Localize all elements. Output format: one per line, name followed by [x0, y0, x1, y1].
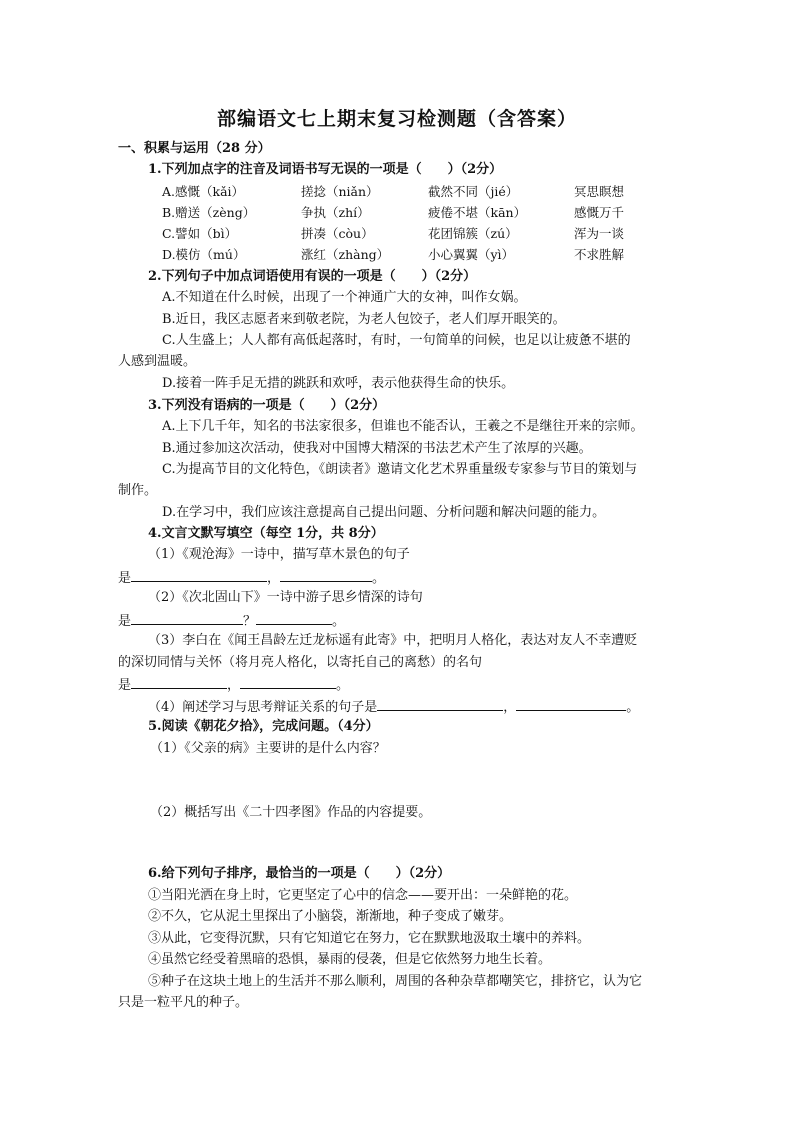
q5-item-1: （1）《父亲的病》主要讲的是什么内容？: [150, 741, 386, 756]
q2-option-d: D.接着一阵手足无措的跳跃和欢呼，表示他获得生命的快乐。: [162, 376, 515, 391]
q5-item-2: （2）概括写出《二十四孝图》作品的内容提要。: [150, 805, 432, 820]
q4-item-4: （4）阐述学习与思考辩证关系的句子是 ， 。: [148, 697, 639, 717]
question-1: 1.下列加点字的注音及词语书写无误的一项是（ ）（2分）: [148, 162, 503, 177]
q4-item-3-answer: 是 ， 。: [118, 675, 349, 695]
answer-blank[interactable]: [280, 568, 372, 582]
q6-sentence-3: ③从此，它变得沉默，只有它知道它在努力，它在默默地汲取土壤中的养料。: [148, 931, 591, 946]
q3-option-c-cont: 制作。: [118, 483, 158, 498]
q4-item-3-cont: 的深切同情与关怀（将月亮人格化，以寄托自己的离愁）的名句: [118, 655, 483, 670]
q1-option-c-4: 浑为一谈: [574, 226, 625, 241]
q1-option-d-2: 涨红（zhàng）: [301, 247, 390, 262]
answer-blank[interactable]: [516, 697, 626, 711]
q1-option-a-3: 截然不同（jié）: [428, 184, 519, 199]
answer-blank[interactable]: [131, 611, 243, 625]
q1-option-c-1: C.譬如（bì）: [162, 226, 238, 241]
q4-item-1: （1）《观沧海》一诗中，描写草木景色的句子: [148, 547, 410, 562]
section-heading: 一、积累与运用（28 分）: [118, 141, 271, 156]
answer-blank[interactable]: [240, 675, 336, 689]
q1-option-d-1: D.模仿（mú）: [162, 247, 246, 262]
q2-option-b: B.近日，我区志愿者来到敬老院，为老人包饺子，老人们厚开眼笑的。: [162, 312, 566, 327]
q6-sentence-4: ④虽然它经受着黑暗的恐惧，暴雨的侵袭，但是它依然努力地生长着。: [148, 952, 552, 967]
q6-sentence-5-cont: 只是一粒平凡的种子。: [118, 995, 249, 1010]
q1-option-c-3: 花团锦簇（zú）: [428, 226, 518, 241]
q6-sentence-2: ②不久，它从泥土里探出了小脑袋，渐渐地，种子变成了嫩芽。: [148, 909, 513, 924]
q4-item-3: （3）李白在《闻王昌龄左迁龙标遥有此寄》中，把明月人格化，表达对友人不幸遭贬: [148, 633, 638, 648]
question-3: 3.下列没有语病的一项是（ ）（2分）: [148, 398, 386, 413]
answer-blank[interactable]: [256, 611, 332, 625]
answer-blank[interactable]: [131, 675, 227, 689]
q2-option-c: C.人生盛上；人人都有高低起落时，有时，一句简单的问候，也足以让疲惫不堪的: [162, 333, 631, 348]
q1-option-b-2: 争执（zhí）: [301, 205, 370, 220]
q6-sentence-5: ⑤种子在这块土地上的生活并不那么顺利，周围的各种杂草都嘲笑它，排挤它，认为它: [148, 974, 643, 989]
q3-option-b: B.通过参加这次活动，使我对中国博大精深的书法艺术产生了浓厚的兴趣。: [162, 441, 592, 456]
q1-option-d-4: 不求胜解: [574, 247, 625, 262]
question-6: 6.给下列句子排序，最恰当的一项是（ ）（2分）: [148, 866, 451, 881]
q2-option-a: A.不知道在什么时候，出现了一个神通广大的女神，叫作女娲。: [162, 290, 527, 305]
question-5: 5.阅读《朝花夕拾》，完成问题。（4分）: [148, 719, 379, 734]
q3-option-d: D.在学习中，我们应该注意提高自己提出问题、分析问题和解决问题的能力。: [162, 505, 606, 520]
q2-option-c-cont: 人感到温暖。: [118, 354, 197, 369]
q3-option-c: C.为提高节目的文化特色，《朗读者》邀请文化艺术界重量级专家参与节目的策划与: [162, 462, 638, 477]
q1-option-a-1: A.感慨（kǎi）: [162, 184, 245, 199]
answer-blank[interactable]: [377, 697, 503, 711]
q1-option-b-3: 疲倦不堪（kān）: [428, 205, 527, 220]
q4-item-2-answer: 是 ？ 。: [118, 611, 345, 631]
q6-sentence-1: ①当阳光洒在身上时，它更坚定了心中的信念——要开出：一朵鲜艳的花。: [148, 888, 578, 903]
question-2: 2.下列句子中加点词语使用有误的一项是（ ）（2分）: [148, 269, 477, 284]
page-title: 部编语文七上期末复习检测题（含答案）: [216, 108, 577, 130]
q1-option-d-3: 小心翼翼（yì）: [428, 247, 515, 262]
q1-option-b-1: B.赠送（zèng）: [162, 205, 256, 220]
answer-blank[interactable]: [131, 568, 267, 582]
q4-item-2: （2）《次北固山下》一诗中游子思乡情深的诗句: [148, 590, 423, 605]
q4-item-1-answer: 是 ， 。: [118, 568, 385, 588]
q3-option-a: A.上下几千年，知名的书法家很多，但谁也不能否认，王羲之不是继往开来的宗师。: [162, 419, 644, 434]
q1-option-b-4: 感慨万千: [574, 205, 625, 220]
q1-option-a-4: 冥思瞑想: [574, 184, 625, 199]
q1-option-c-2: 拼凑（còu）: [301, 226, 374, 241]
q1-option-a-2: 搓捻（niǎn）: [301, 184, 379, 199]
question-4: 4.文言文默写填空（每空 1分，共 8分）: [148, 526, 384, 541]
